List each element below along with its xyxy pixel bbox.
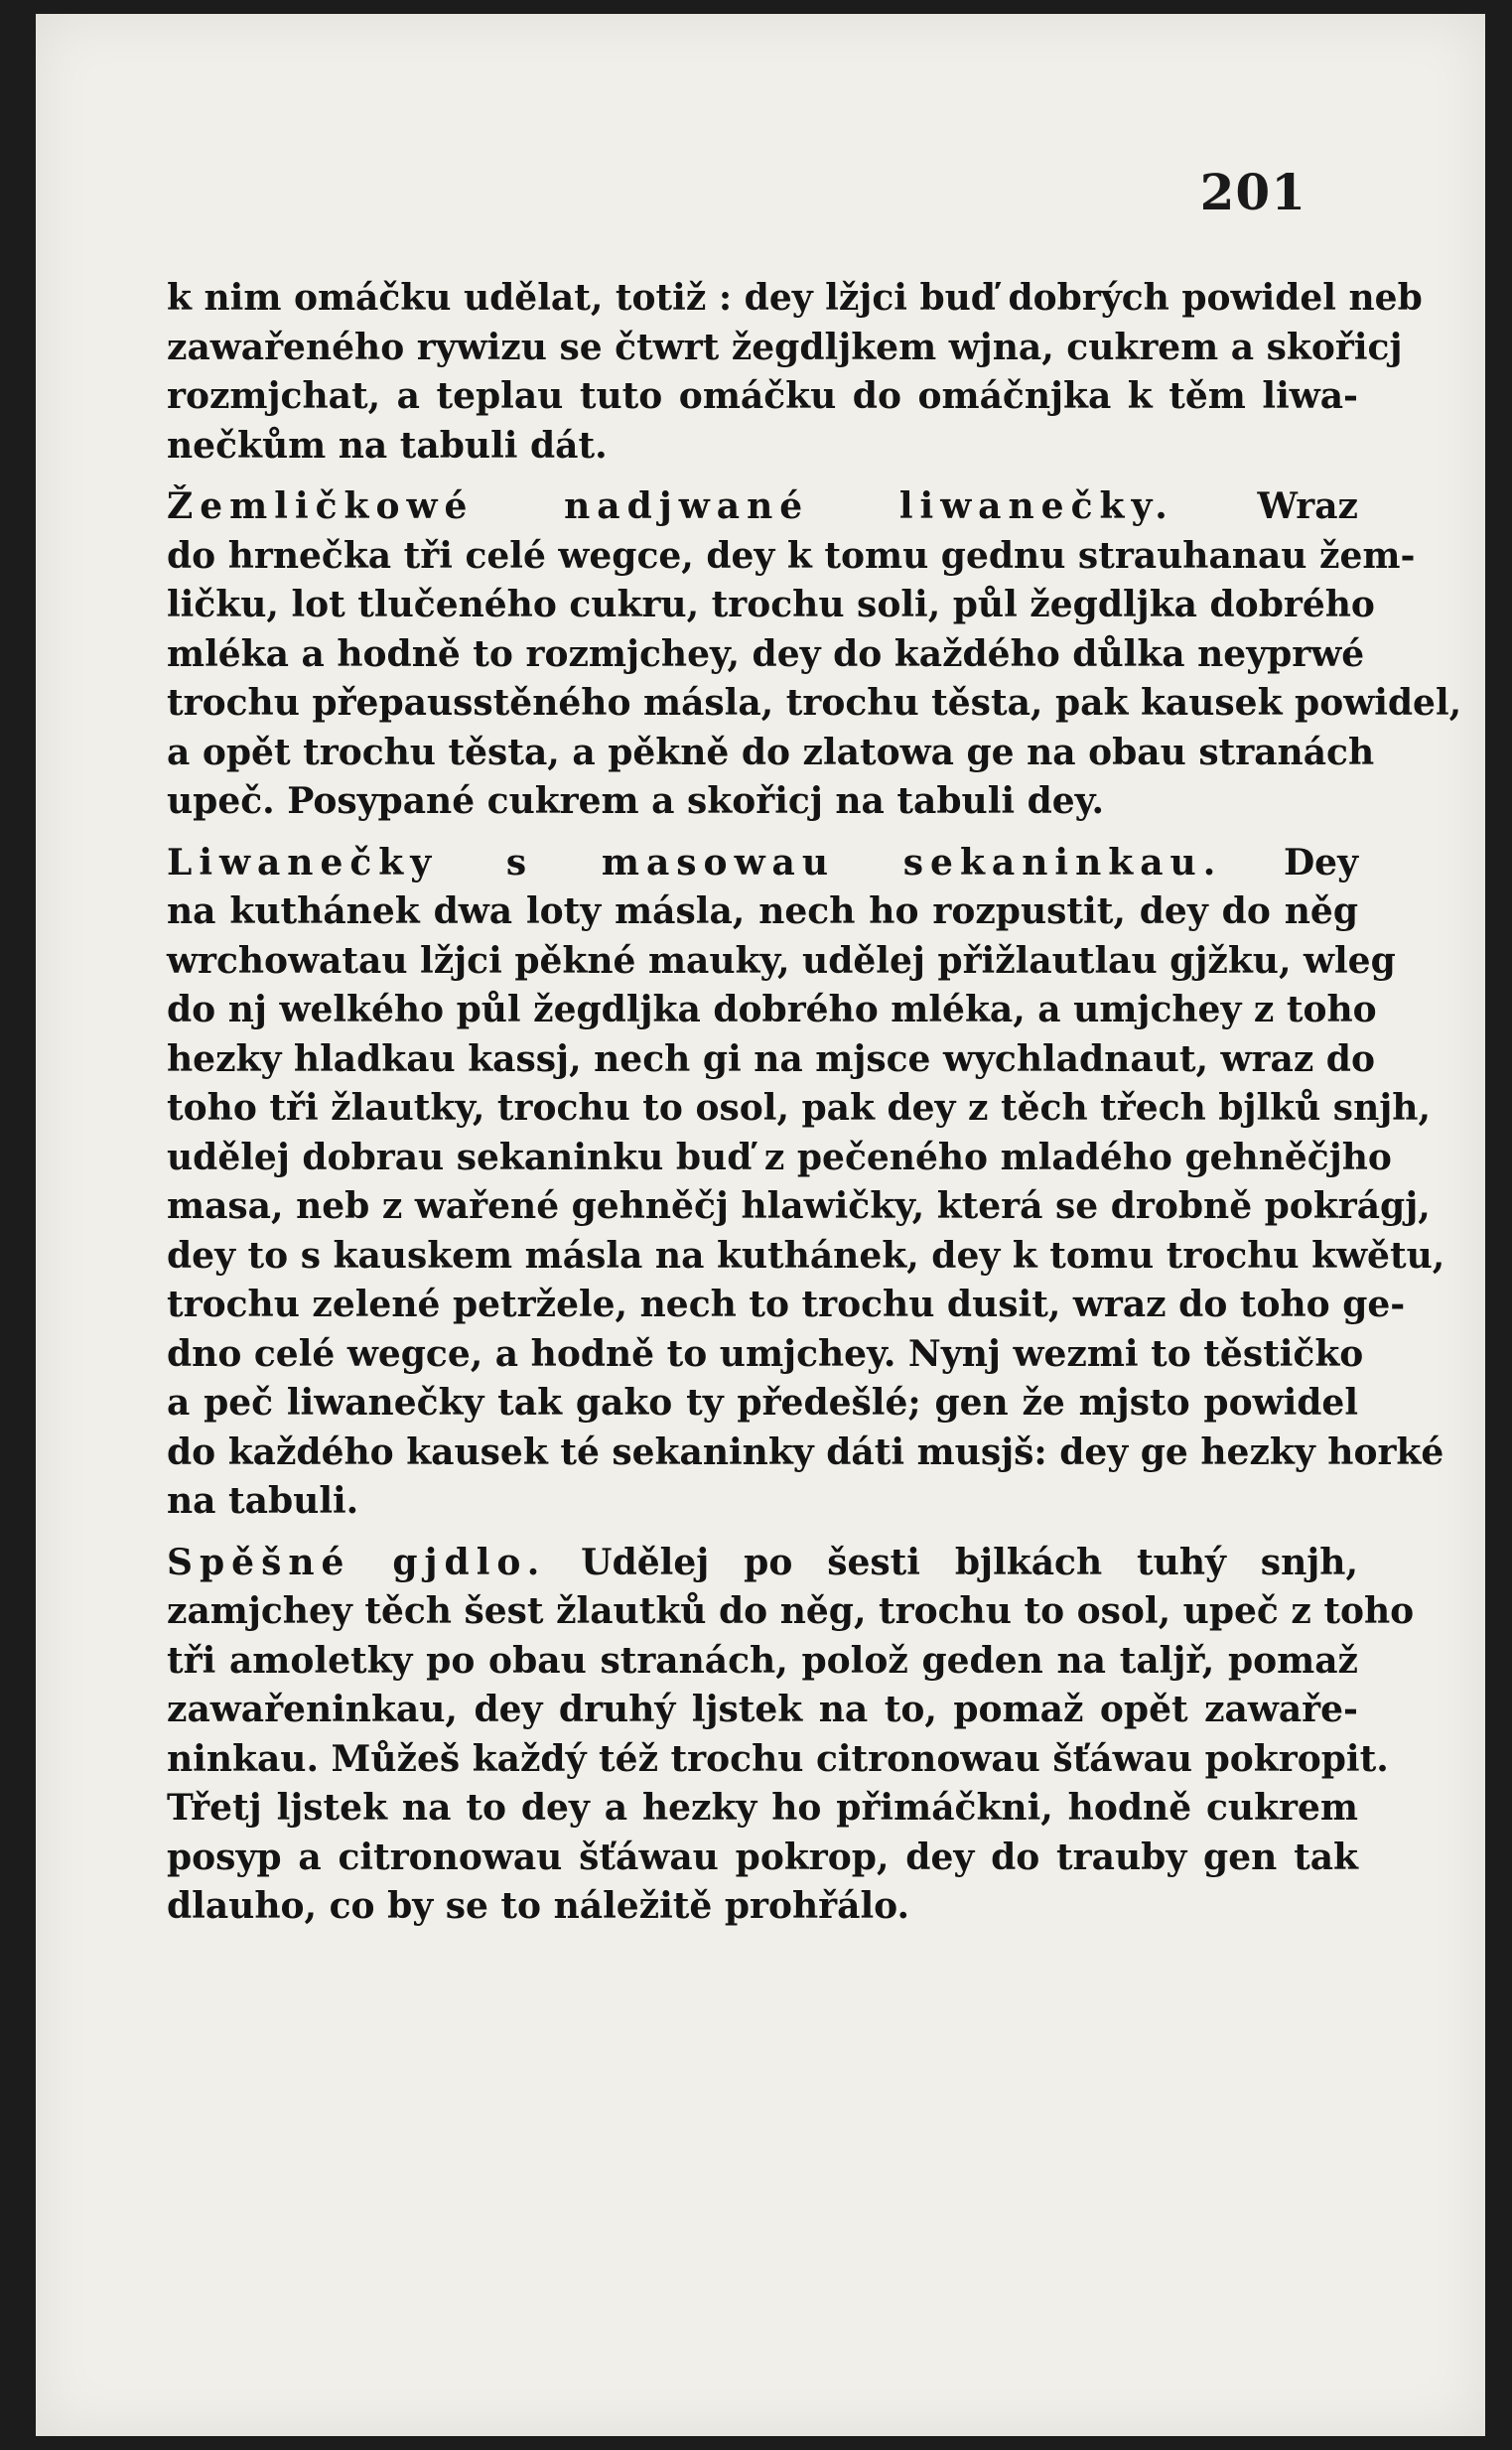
line-text: udělej dobrau sekaninku buď z pečeného mladého gehněčjho xyxy=(167,1136,1392,1178)
text-line xyxy=(167,1084,1431,1134)
text-line xyxy=(167,887,1358,937)
line-text: dno celé wegce, a hodně to umjchey. Nynj wezmi to těstičko xyxy=(167,1332,1364,1375)
line-text: ličku, lot tlučeného cukru, trochu soli, půl žegdljka dobrého xyxy=(167,584,1375,625)
text-line xyxy=(167,777,1358,827)
line-text: a opět trochu těsta, a pěkně do zlatowa ge na obau stranách xyxy=(167,731,1375,773)
text-line xyxy=(167,1784,1358,1834)
text-line xyxy=(167,1735,1389,1785)
text-line xyxy=(167,274,1423,324)
section-heading-line xyxy=(167,482,1358,532)
text-line xyxy=(167,1182,1431,1232)
line-text: k nim omáčku udělat, totiž : dey lžjci buď dobrých powidel neb xyxy=(167,277,1423,319)
text-line xyxy=(167,1587,1415,1637)
line-text: na kuthánek dwa loty másla, nech ho rozpustit, dey do něg xyxy=(167,890,1358,932)
text-line xyxy=(167,729,1375,778)
line-text: tři amoletky po obau stranách, polož geden na taljř, pomaž xyxy=(167,1639,1358,1682)
line-text: zawařeného rywizu se čtwrt žegdljkem wjna, cukrem a skořicj xyxy=(167,326,1403,368)
line-text: dlauho, co by se to náležitě prohřálo. xyxy=(167,1885,910,1927)
line-text: trochu zelené petržele, nech to trochu dusit, wraz do toho ge- xyxy=(167,1284,1406,1325)
line-text: nečkům na tabuli dát. xyxy=(167,424,608,467)
section-title: Liwanečky s masowau sekaninkau. xyxy=(167,841,1223,884)
page-text xyxy=(167,274,1462,1932)
book-page xyxy=(36,14,1485,2436)
line-text: masa, neb z wařené gehněčj hlawičky, která se drobně pokrágj, xyxy=(167,1185,1431,1227)
section-title: Žemličkowé nadjwané liwanečky. xyxy=(167,485,1174,527)
line-text: upeč. Posypané cukrem a skořicj na tabuli dey. xyxy=(167,780,1104,822)
line-text: hezky hladkau kassj, nech gi na mjsce wychladnaut, wraz do xyxy=(167,1037,1375,1080)
line-text: toho tři žlautky, trochu to osol, pak dey z těch třech bjlků snjh, xyxy=(167,1087,1431,1129)
line-text: mléka a hodně to rozmjchey, dey do každého důlka neyprwé xyxy=(167,632,1365,675)
line-text: Udělej po šesti bjlkách tuhý snjh, xyxy=(546,1541,1358,1583)
line-text: posyp a citronowau šťáwau pokrop, dey do trauby gen tak xyxy=(167,1836,1358,1878)
text-line xyxy=(167,532,1416,582)
section-heading-line xyxy=(167,1539,1358,1588)
text-line xyxy=(167,1637,1358,1687)
line-text: rozmjchat, a teplau tuto omáčku do omáčnjka k těm liwa- xyxy=(167,375,1358,417)
line-text: ninkau. Můžeš každý též trochu citronowau šťáwau pokropit. xyxy=(167,1737,1389,1780)
text-line xyxy=(167,679,1462,729)
text-line xyxy=(167,1882,1358,1932)
text-line xyxy=(167,324,1403,373)
text-line xyxy=(167,372,1358,422)
text-line xyxy=(167,1686,1358,1735)
text-line xyxy=(167,1379,1358,1429)
section-heading-line xyxy=(167,839,1358,888)
text-line xyxy=(167,1834,1358,1883)
line-text: dey to s kauskem másla na kuthánek, dey k tomu trochu kwětu, xyxy=(167,1234,1445,1277)
line-text: trochu přepausstěného másla, trochu těsta, pak kausek powidel, xyxy=(167,682,1462,724)
page-number: 201 xyxy=(1199,163,1306,221)
text-line xyxy=(167,1477,1358,1527)
text-line xyxy=(167,937,1396,987)
line-text: Wraz xyxy=(1173,485,1358,527)
text-line xyxy=(167,422,1358,472)
line-text: do nj welkého půl žegdljka dobrého mléka, a umjchey z toho xyxy=(167,989,1377,1030)
section-title: Spěšné gjdlo. xyxy=(167,1541,547,1583)
text-line xyxy=(167,1035,1375,1085)
line-text: zawařeninkau, dey druhý ljstek na to, pomaž opět zawaře- xyxy=(167,1689,1358,1730)
text-line xyxy=(167,986,1377,1035)
text-line xyxy=(167,1232,1445,1282)
text-line xyxy=(167,1429,1444,1478)
text-line xyxy=(167,581,1375,630)
line-text: na tabuli. xyxy=(167,1480,359,1522)
line-text: Dey xyxy=(1222,841,1358,884)
text-line xyxy=(167,1330,1364,1380)
line-text: wrchowatau lžjci pěkné mauky, udělej přižlautlau gjžku, wleg xyxy=(167,939,1396,982)
line-text: zamjchey těch šest žlautků do něg, trochu to osol, upeč z toho xyxy=(167,1590,1415,1632)
line-text: do hrnečka tři celé wegce, dey k tomu gednu strauhanau žem- xyxy=(167,534,1416,577)
text-line xyxy=(167,630,1365,680)
line-text: do každého kausek té sekaninky dáti musjš: dey ge hezky horké xyxy=(167,1430,1444,1473)
text-line xyxy=(167,1281,1406,1330)
line-text: a peč liwanečky tak gako ty předešlé; gen že mjsto powidel xyxy=(167,1382,1358,1424)
line-text: Třetj ljstek na to dey a hezky ho přimáčkni, hodně cukrem xyxy=(167,1787,1358,1829)
text-line xyxy=(167,1134,1392,1183)
